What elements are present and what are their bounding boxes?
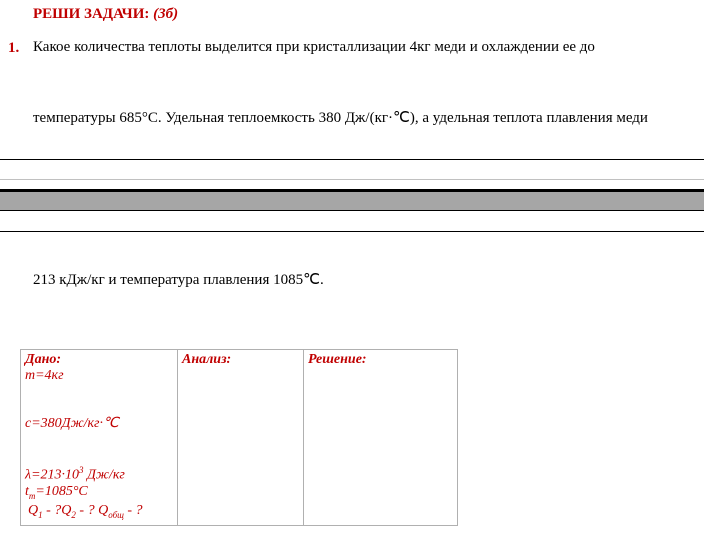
page-break-band bbox=[0, 192, 704, 210]
divider-line bbox=[0, 210, 704, 211]
solution-header: Решение: bbox=[308, 352, 367, 367]
given-cell bbox=[21, 350, 178, 526]
divider-line bbox=[0, 179, 704, 180]
given-lambda: $\lambda=213\cdot 10^3$ Дж/кг bbox=[25, 465, 125, 483]
heading-points: (3б) bbox=[153, 6, 179, 22]
heading-title: РЕШИ ЗАДАЧИ: bbox=[33, 6, 150, 22]
given-unknowns: $Q_1$ - $?Q_2$ - ? $Q_{общ}$ - ? bbox=[28, 503, 143, 521]
divider-line bbox=[0, 231, 704, 232]
solution-cell bbox=[304, 350, 458, 526]
task-heading bbox=[33, 6, 178, 23]
problem-line-1: Какое количества теплоты выделится при кристаллизации 4кг меди и охлаждении ее до bbox=[33, 39, 595, 55]
given-values bbox=[25, 368, 173, 523]
divider-line bbox=[0, 159, 704, 160]
given-mass: m=4кг bbox=[25, 368, 64, 383]
problem-line-2: температуры 685°С. Удельная теплоемкость 380 Дж/(кг·℃), а удельная теплота плавления меди bbox=[33, 110, 648, 126]
given-header: Дано: bbox=[25, 352, 61, 367]
given-capacity: c=380Дж/кг·℃ bbox=[25, 416, 119, 431]
given-melting-temp: $t_m=1085^\circ С$ bbox=[25, 483, 88, 501]
problem-line-3: 213 кДж/кг и температура плавления 1085℃. bbox=[33, 272, 324, 288]
problem-number: 1. bbox=[8, 40, 20, 56]
solution-table bbox=[20, 349, 458, 526]
analysis-header: Анализ: bbox=[182, 352, 232, 367]
analysis-cell bbox=[178, 350, 304, 526]
